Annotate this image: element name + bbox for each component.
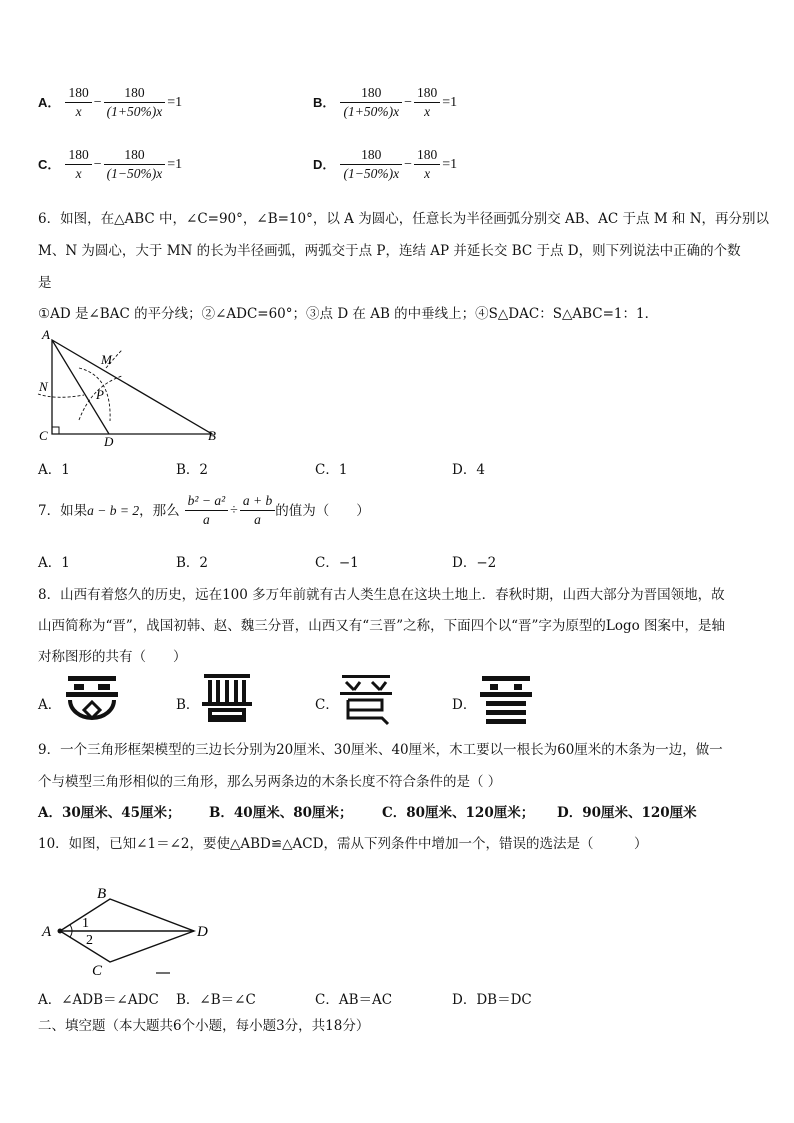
label-a: A — [42, 924, 52, 940]
q6-line3: 是 — [38, 275, 52, 291]
q9-option-b: B．40厘米、80厘米； — [209, 805, 353, 821]
fraction: $\frac{180}{x}$ — [65, 84, 91, 121]
q7-option-b: B．2 — [176, 555, 209, 571]
section-heading: 二、填空题（本大题共6个小题，每小题3分，共18分） — [38, 1018, 370, 1034]
fraction: $\frac{180}{(1+50\%)x}$ — [104, 84, 166, 121]
label-b: B — [208, 428, 216, 443]
q9-option-c: C．80厘米、120厘米； — [382, 805, 535, 821]
q5-option-c: C． $\frac{180}{x}$ − $\frac{180}{(1-50\%)x}$ =1 — [38, 147, 183, 181]
fraction: $\frac{180}{(1-50\%)x}$ — [104, 146, 166, 183]
jin-logo-b-icon — [200, 672, 254, 724]
option-label: B． — [313, 95, 336, 110]
angle-1-label: 1 — [82, 916, 89, 931]
q6-line2: M、N 为圆心，大于 MN 的长为半径画弧，两弧交于点 P，连结 AP 并延长交 BC 于点 D，则下列说法中正确的个数 — [38, 243, 741, 259]
q9-option-a: A．30厘米、45厘米； — [38, 805, 181, 821]
fraction: $\frac{\text{b² − a²}}{a}$ — [185, 492, 228, 529]
q8-line2: 山西简称为“晋”，战国初韩、赵、魏三分晋，山西又有“三晋”之称，下面四个以“晋”字为原型的Logo 图案中，是轴 — [38, 618, 726, 634]
q10-stem: 10．如图，已知∠1＝∠2，要使△ABD≌△ACD，需从下列条件中增加一个，错误的选法是（ ） — [38, 836, 648, 852]
option-label: D． — [313, 157, 336, 172]
q7-option-a: A．1 — [38, 555, 70, 571]
q8-option-c: C． — [315, 697, 339, 713]
q8-line3: 对称图形的共有（ ） — [38, 649, 187, 665]
option-label: A． — [38, 95, 61, 110]
label-a: A — [42, 327, 50, 342]
q5-option-b: B． $\frac{180}{(1+50\%)x}$ − $\frac{180}{x}$ =1 — [313, 85, 458, 119]
q7-stem: 7．如果a − b = 2，那么 $\frac{\text{b² − a²}}{a}$ ÷ $\frac{a + b}{a}$ 的值为（ ） — [38, 493, 370, 527]
fraction: $\frac{180}{(1+50\%)x}$ — [340, 84, 402, 121]
q6-line1: 6．如图，在△ABC 中，∠C=90°，∠B=10°，以 A 为圆心，任意长为半径画弧分别交 AB、AC 于点 M 和 N，再分别以 — [38, 211, 770, 227]
q9-option-d: D．90厘米、120厘米 — [557, 805, 697, 821]
q8-option-b: B． — [176, 697, 200, 713]
q7-option-c: C．−1 — [315, 555, 359, 571]
fraction: $\frac{a + b}{a}$ — [240, 492, 275, 529]
label-p: P — [96, 387, 104, 402]
option-label: C． — [38, 157, 61, 172]
q10-option-b: B．∠B＝∠C — [176, 992, 256, 1008]
fraction: $\frac{180}{(1-50\%)x}$ — [340, 146, 402, 183]
fraction: $\frac{180}{x}$ — [65, 146, 91, 183]
q9-line2: 个与模型三角形相似的三角形，那么另两条边的木条长度不符合条件的是（ ） — [38, 774, 502, 790]
q8-option-d: D． — [452, 697, 477, 713]
jin-logo-d-icon — [478, 674, 534, 726]
jin-logo-a-icon — [62, 672, 122, 726]
label-d: D — [197, 924, 208, 940]
q10-kite-figure — [36, 880, 226, 980]
q6-option-b: B．2 — [176, 462, 209, 478]
label-c: C — [39, 428, 48, 443]
q6-option-d: D．4 — [452, 462, 485, 478]
label-b: B — [97, 886, 107, 902]
q9-line1: 9．一个三角形框架模型的三边长分别为20厘米、30厘米、40厘米，木工要以一根长为60厘米的木条为一边，做一 — [38, 742, 723, 758]
label-c: C — [92, 963, 103, 979]
q8-line1: 8．山西有着悠久的历史，远在100 多万年前就有古人类生息在这块土地上．春秋时期，山西大部分为晋国领地，故 — [38, 587, 725, 603]
q5-option-a: A． $\frac{180}{x}$ − $\frac{180}{(1+50\%)x}$ =1 — [38, 85, 183, 119]
q10-option-a: A．∠ADB＝∠ADC — [38, 992, 159, 1008]
fraction: $\frac{180}{x}$ — [414, 146, 440, 183]
q6-option-c: C．1 — [315, 462, 348, 478]
q10-option-d: D．DB＝DC — [452, 992, 532, 1008]
q7-option-d: D．−2 — [452, 555, 497, 571]
q6-line4: ①AD 是∠BAC 的平分线；②∠ADC=60°；③点 D 在 AB 的中垂线上；④S△DAC：S△ABC=1：1． — [38, 306, 659, 322]
label-d: D — [104, 434, 114, 449]
q8-option-a: A． — [38, 697, 62, 713]
label-n: N — [39, 379, 48, 394]
q5-option-d: D． $\frac{180}{(1-50\%)x}$ − $\frac{180}{x}$ =1 — [313, 147, 458, 181]
q10-option-c: C．AB＝AC — [315, 992, 393, 1008]
fraction: $\frac{180}{x}$ — [414, 84, 440, 121]
jin-logo-c-icon — [338, 672, 394, 726]
label-m: M — [101, 352, 112, 367]
q6-triangle-figure — [34, 326, 234, 450]
q6-option-a: A．1 — [38, 462, 70, 478]
angle-2-label: 2 — [86, 933, 93, 948]
